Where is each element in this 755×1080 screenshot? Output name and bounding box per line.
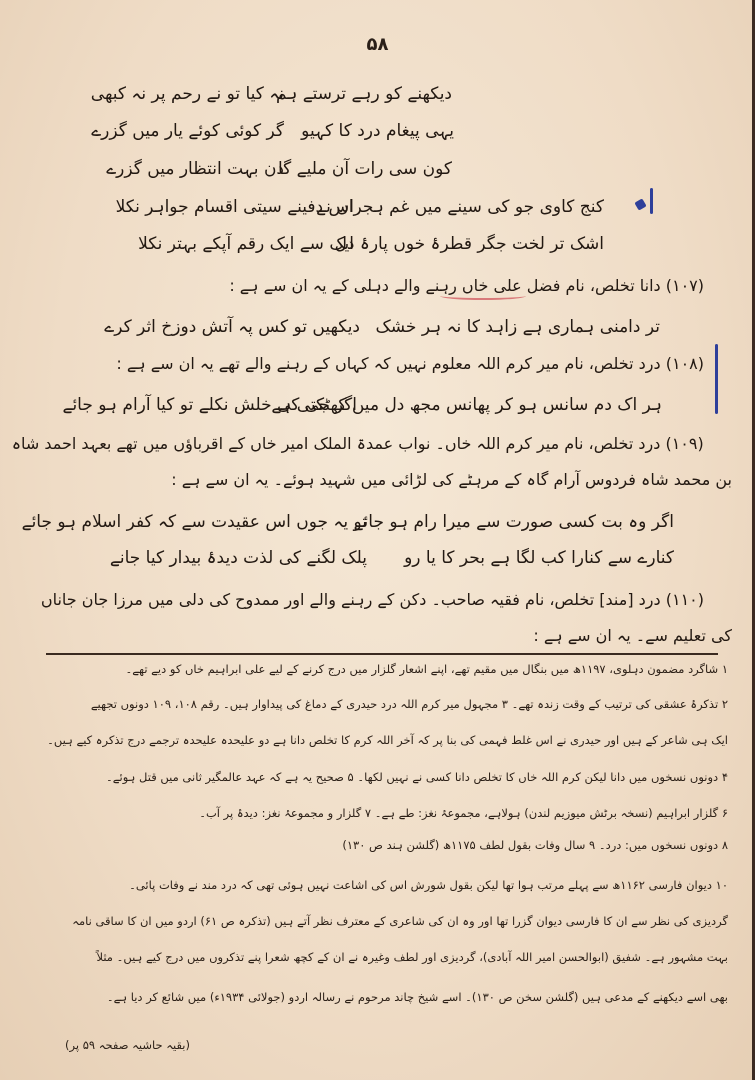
verse-109b-right: کنارے سے کنارا کب لگا ہے بحر کا یا رو xyxy=(404,548,674,568)
footnote-line: ایک ہی شاعر کے ہیں اور حیدری نے اس غلط فہمی کی بنا پر کہ آخر اللہ کرم کا تخلص دانا ہے دو علیحدہ علیحدہ ترجمے درج تذکرہ کیے ہیں۔ xyxy=(47,733,728,747)
continuation-note: (بقیہ حاشیہ صفحہ ۵۹ پر) xyxy=(65,1038,190,1052)
footnote-line: ۶ گلزار ابراہیم (نسخہ برٹش میوزیم لندن) ہولاہے، مجموعۂ نغز: طے ہے۔ ۷ گلزار و مجموعۂ نغز: دیدۂ پر آب۔ xyxy=(199,806,728,820)
verse-1-right: دیکھنے کو رہے ترستے ہم xyxy=(276,84,452,104)
footnote-line: بھی اسے دیکھنے کے مدعی ہیں (گلشن سخن ص ۱۳۰)۔ اسے شیخ چاند مرحوم نے رسالہ اردو (جولائی ۱۹۳۴ء) میں شائع کر دیا ہے۔ xyxy=(106,990,728,1004)
verse-108-right: ہر اک دم سانس ہو کر پھانس مجھ دل میں کھٹکتی ہے xyxy=(271,395,662,415)
verse-5-right: اشک تر لخت جگر قطرۂ خوں پارۂ دل xyxy=(334,234,604,254)
pen-mark xyxy=(650,188,653,214)
verse-2-left: گر کوئی کوئے یار میں گزرے xyxy=(91,121,284,141)
footnote-line: ۸ دونوں نسخوں میں: درد۔ ۹ سال وفات بقول لطف ۱۱۷۵ھ (گلشن ہند ص ۱۳۰) xyxy=(342,838,728,852)
verse-107-right: تر دامنی ہماری ہے زاہد کا نہ ہر خشک xyxy=(375,317,660,337)
footnote-divider xyxy=(46,653,718,655)
verse-1-left: نہ کیا تو نے رحم پر نہ کبھی xyxy=(90,84,284,104)
entry-110-line-2: کی تعلیم سے۔ یہ ان سے ہے : xyxy=(533,626,732,645)
verse-4-right: کنج کاوی جو کی سینے میں غم ہجراں نے xyxy=(316,197,604,217)
entry-108: (۱۰۸) درد تخلص، نام میر کرم اللہ معلوم نہیں کہ کہاں کے رہنے والے تھے یہ ان سے ہے : xyxy=(116,354,704,373)
red-underline xyxy=(440,292,526,300)
verse-3-left: دن بہت انتظار میں گزرے xyxy=(106,159,284,179)
verse-5-left: ایک سے ایک رقم آپکے بہتر نکلا xyxy=(138,234,354,254)
pen-mark xyxy=(634,198,646,210)
entry-107: (۱۰۷) دانا تخلص، نام فضل علی خاں رہنے والے دہلی کے یہ ان سے ہے : xyxy=(229,276,704,295)
verse-109b-left: پلک لگنے کی لذت دیدۂ بیدار کیا جانے xyxy=(109,548,367,568)
verse-2-right: یہی پیغام درد کا کہیو xyxy=(301,121,454,141)
verse-109a-left: تو یہ جوں اس عقیدت سے کہ کفر اسلام ہو جائے xyxy=(21,512,367,532)
entry-110-line-1: (۱۱۰) درد [مند] تخلص، نام فقیہ صاحب۔ دکن کے رہنے والے اور ممدوح کی دلی میں مرزا جان جاناں xyxy=(40,590,704,609)
entry-109-line-2: بن محمد شاہ فردوس آرام گاہ کے مرہٹے کی لڑائی میں شہید ہوئے۔ یہ ان سے ہے : xyxy=(171,470,732,489)
entry-109-line-1: (۱۰۹) درد تخلص، نام میر کرم اللہ خاں۔ نواب عمدۃ الملک امیر خاں کے اقرباؤں میں تھے بعہد احمد شاہ xyxy=(12,434,704,453)
footnote-line: ۲ تذکرۂ عشقی کی ترتیب کے وقت زندہ تھے۔ ۳ مجہول میر کرم اللہ درد حیدری کے دماغ کی پیداوار ہیں۔ رقم ۱۰۸، ۱۰۹ دونوں تجھیے xyxy=(90,697,728,711)
footnote-line: گردیزی کی نظر سے ان کا فارسی دیوان گزرا تھا اور وہ ان کی شاعری کے معترف نظر آتے ہیں (تذکرہ ص ۶۱) اردو میں ان کا ساقی نامہ xyxy=(72,914,728,928)
verse-4-left: اس دفینے سیتی اقسام جواہر نکلا xyxy=(115,197,354,217)
verse-107-left: دیکھیں تو کس پہ آتش دوزخ اثر کرے xyxy=(104,317,360,337)
page-number: ۵۸ xyxy=(366,34,389,55)
footnote-line: ۴ دونوں نسخوں میں دانا لیکن کرم اللہ خاں کا تخلص دانا کسی نے نہیں لکھا۔ ۵ صحیح یہ ہے کہ عہد عالمگیر ثانی میں قتل ہوئے۔ xyxy=(106,770,728,784)
verse-3-right: کون سی رات آن ملیے گا xyxy=(277,159,452,179)
verse-108-left: اگر جی کی خلش نکلے تو کیا آرام ہو جائے xyxy=(62,395,357,415)
footnote-line: بہت مشہور ہے۔ شفیق (ابوالحسن امیر اللہ آبادی)، گردیزی اور لطف وغیرہ نے ان کے کچھ شعرا پنے تذکروں میں درج کیے ہیں۔ مثلاً xyxy=(96,950,728,964)
footnote-line: ۱۰ دیوان فارسی ۱۱۶۲ھ سے پہلے مرتب ہوا تھا لیکن بقول شورش اس کی اشاعت نہیں ہوئی تھی کہ درد مند نے وفات پائی۔ xyxy=(129,878,728,892)
footnote-line: ۱ شاگرد مضمون دہلوی، ۱۱۹۷ھ میں بنگال میں مقیم تھے، اپنے اشعار گلزار میں درج کرنے کے لیے علی ابراہیم خاں کو دیے تھے۔ xyxy=(125,662,728,676)
verse-109a-right: اگر وہ بت کسی صورت سے میرا رام ہو جائے xyxy=(353,512,674,532)
pen-mark xyxy=(715,344,718,414)
